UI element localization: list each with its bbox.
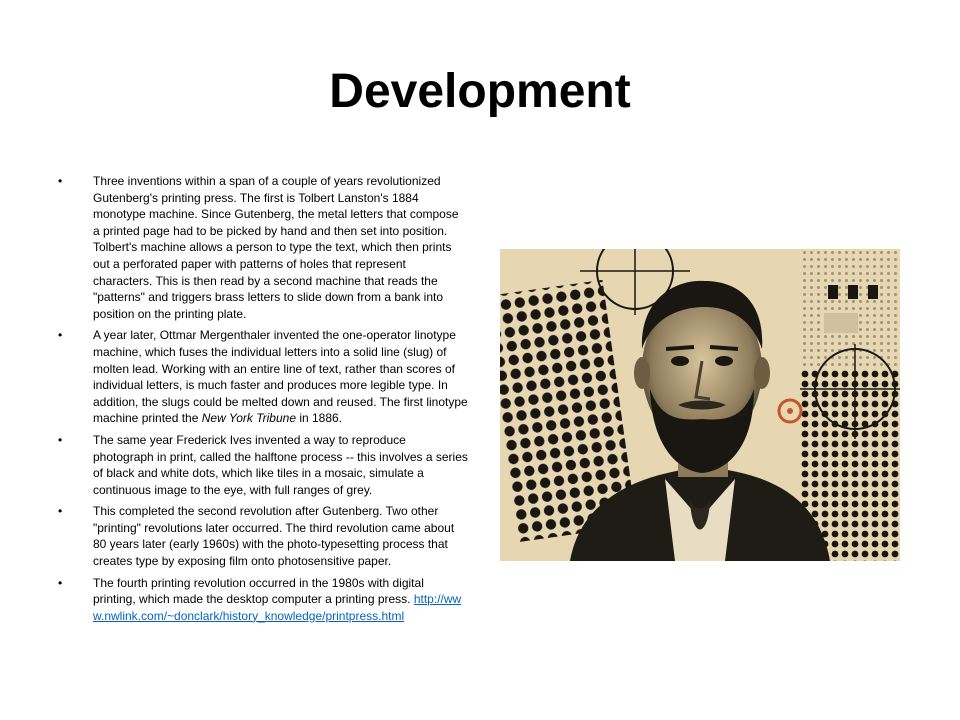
halftone-panel-top-right: [800, 249, 900, 369]
bullet-dot-icon: •: [58, 504, 63, 519]
bullet-text-part: in 1886.: [296, 411, 343, 426]
bullet-text: Three inventions within a span of a couple of years revolutionized Gutenberg's printing press. The first is Tolbert Lanston's 1884 monotype machine. Since Gutenberg, the metal letters that compose a printed page had to be picked by hand and then set into position. Tolbert's machine allows a person to type the text, which then prints out a perforated paper with patterns of holes that represent characters. This is then read by a second machine that reads the "patterns" and triggers brass letters to slide down from a bank into position on the printing plate.: [93, 174, 459, 321]
bullet-text: The same year Frederick Ives invented a way to reproduce photograph in print, called the halftone process -- this involves a series of black and white dots, which like tiles in a mosaic, simulate a continuous image to the eye, with full ranges of grey.: [93, 432, 468, 497]
bullet-item-digital: [58, 575, 468, 625]
bullet-item-phototypesetting: [58, 503, 468, 569]
bullet-text: This completed the second revolution after Gutenberg. Two other "printing" revolutions later occurred. The third revolution came about 80 years later (early 1960s) with the photo-typesetting process that creates type by exposing film onto photosensitive paper.: [93, 504, 455, 569]
bullet-dot-icon: •: [58, 432, 63, 447]
bullet-dot-icon: •: [58, 328, 63, 343]
newspaper-title: New York Tribune: [201, 411, 296, 426]
bullet-text: [93, 328, 468, 425]
bullet-item-monotype: [58, 173, 468, 322]
history-link[interactable]: http://www.nwlink.com/~donclark/history_knowledge/printpress.html: [93, 592, 462, 623]
slide-title: Development: [329, 65, 631, 118]
bullet-list: [58, 173, 468, 629]
bullet-dot-icon: •: [58, 575, 63, 590]
bullet-text: [93, 576, 461, 623]
bullet-item-linotype: [58, 327, 468, 427]
bullet-dot-icon: •: [58, 174, 63, 188]
bullet-text-part: The fourth printing revolution occurred in the 1980s with digital printing, which made the desktop computer a printing press.: [93, 575, 424, 607]
halftone-portrait-image: [500, 249, 900, 561]
portrait-illustration: [500, 249, 900, 561]
bullet-text-part: A year later, Ottmar Mergenthaler invented the one-operator linotype machine, which fuses the individual letters into a solid line (slug) of molten lead. Working with an entire line of text, rather than scores of individual letters, is much faster and produces more legible type. In addition, the slugs could be melted down and reused. The first linotype machine printed the: [93, 328, 468, 426]
bullet-item-halftone: [58, 432, 468, 498]
